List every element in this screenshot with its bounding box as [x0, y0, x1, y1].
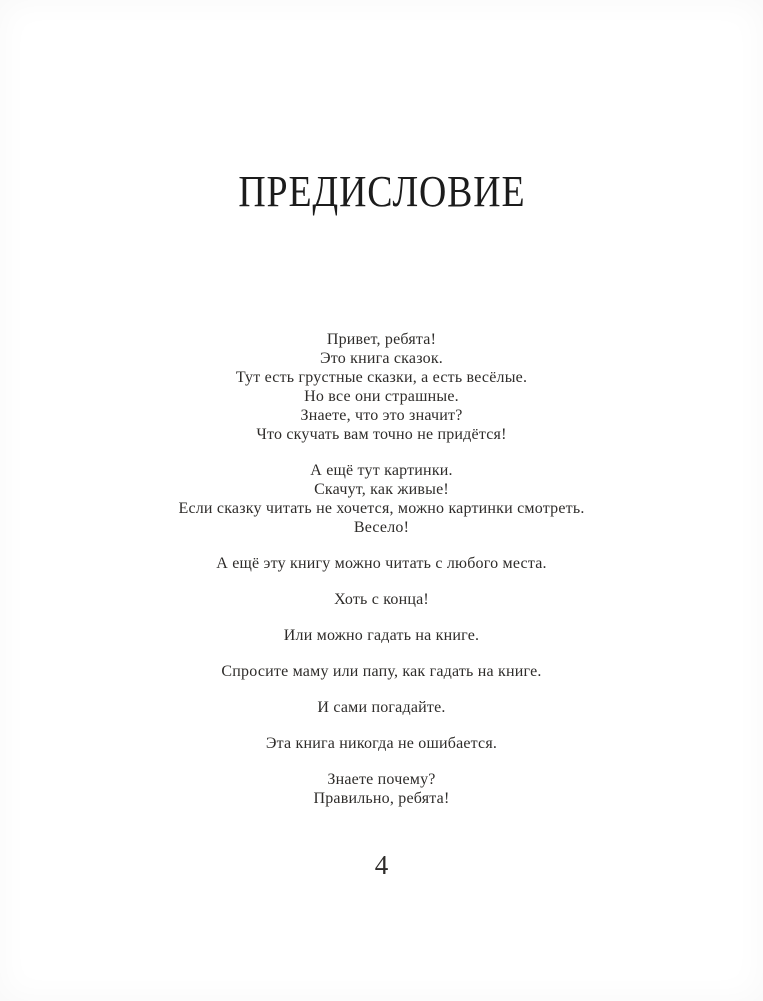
- paragraph: Спросите маму или папу, как гадать на книге.: [221, 663, 542, 680]
- paragraph: А ещё тут картинки. Скачут, как живые! Если сказку читать не хочется, можно картинки смотреть. Весело!: [178, 462, 585, 536]
- paragraph: А ещё эту книгу можно читать с любого места.: [216, 555, 547, 572]
- paragraph: Хоть с конца!: [334, 591, 429, 608]
- page-number: 4: [374, 850, 389, 880]
- preface-paragraphs: [0, 330, 763, 808]
- paragraph: Знаете почему? Правильно, ребята!: [313, 771, 450, 807]
- paragraph: Эта книга никогда не ошибается.: [265, 735, 498, 752]
- page-title: ПРЕДИСЛОВИЕ: [237, 167, 526, 216]
- paragraph: И сами погадайте.: [317, 699, 446, 716]
- page-title-row: [0, 167, 763, 216]
- paragraph: Или можно гадать на книге.: [283, 627, 480, 644]
- paragraph: Привет, ребята! Это книга сказок. Тут есть грустные сказки, а есть весёлые. Но все они страшные. Знаете, что это значит? Что скучать вам точно не придётся!: [235, 331, 528, 443]
